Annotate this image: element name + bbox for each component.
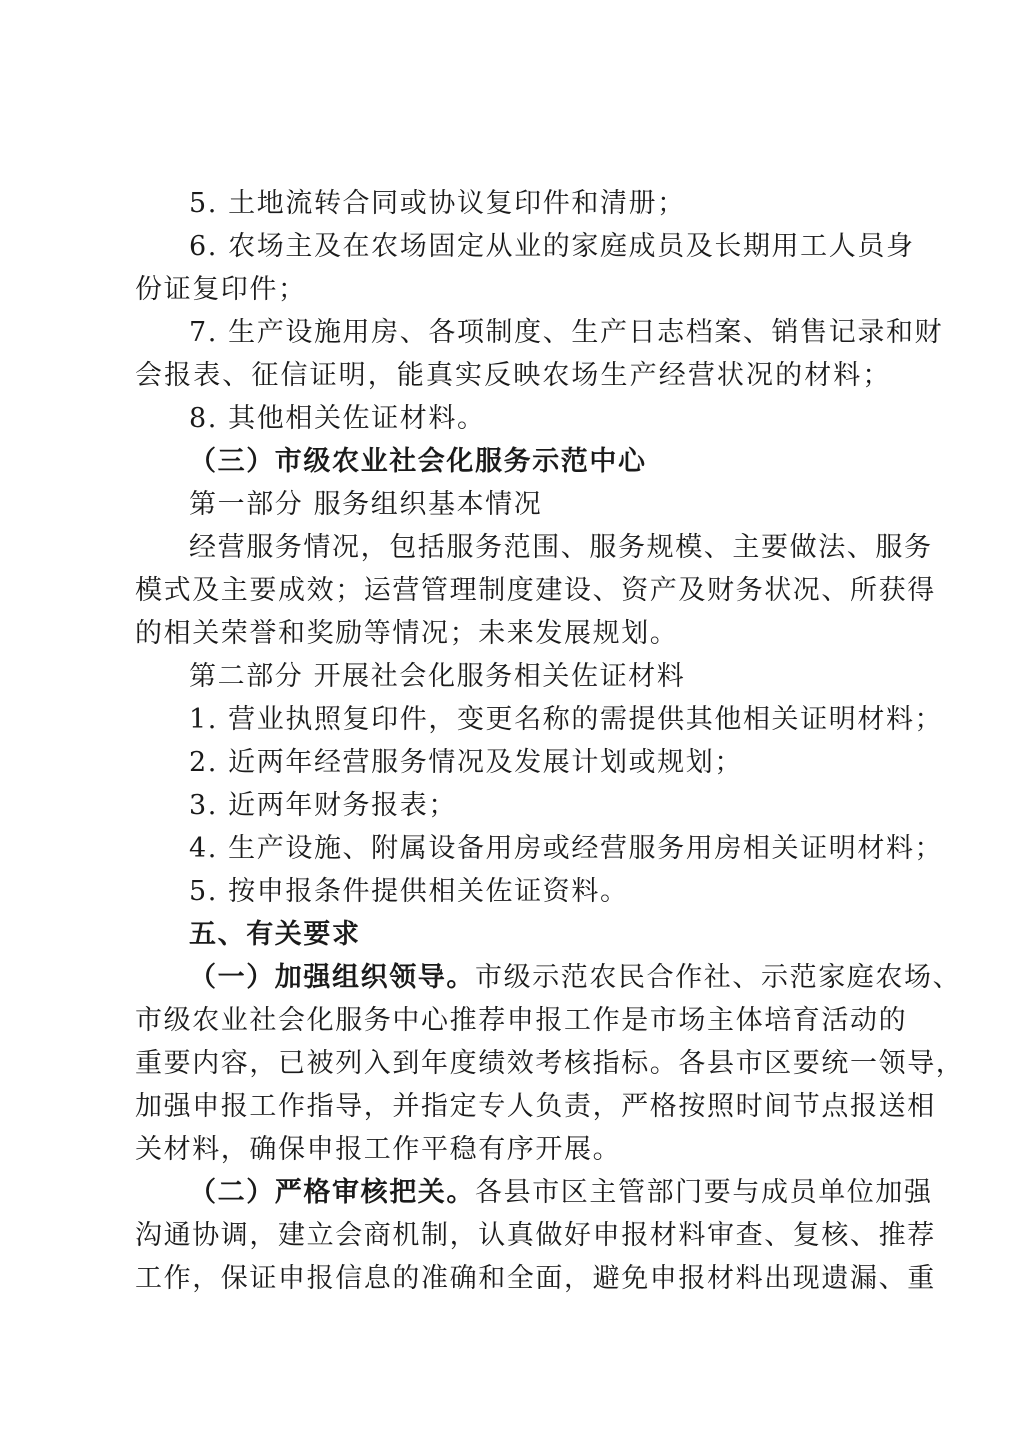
paragraph-line: 沟通协调，建立会商机制，认真做好申报材料审查、复核、推荐 <box>135 1220 936 1251</box>
paragraph-line: 关材料，确保申报工作平稳有序开展。 <box>135 1134 622 1165</box>
list-item: 4. 生产设施、附属设备用房或经营服务用房相关证明材料； <box>189 833 944 864</box>
list-item: 2. 近两年经营服务情况及发展计划或规划； <box>189 747 743 778</box>
list-item: 3. 近两年财务报表； <box>189 790 457 821</box>
paragraph-line: 模式及主要成效；运营管理制度建设、资产及财务状况、所获得 <box>135 575 936 606</box>
part-heading: 第二部分 开展社会化服务相关佐证材料 <box>189 661 686 692</box>
document-page <box>135 182 965 1300</box>
requirement-heading: （一）加强组织领导。 <box>189 962 475 993</box>
paragraph-line <box>135 1171 933 1214</box>
paragraph-text: 各县市区主管部门要与成员单位加强 <box>475 1177 933 1208</box>
part-heading: 第一部分 服务组织基本情况 <box>189 489 543 520</box>
list-item: 8. 其他相关佐证材料。 <box>189 403 486 434</box>
paragraph-line: 经营服务情况，包括服务范围、服务规模、主要做法、服务 <box>189 532 933 563</box>
paragraph-line: 工作，保证申报信息的准确和全面，避免申报材料出现遗漏、重 <box>135 1263 936 1294</box>
paragraph-line: 加强申报工作指导，并指定专人负责，严格按照时间节点报送相 <box>135 1091 936 1122</box>
list-item: 5. 按申报条件提供相关佐证资料。 <box>189 876 629 907</box>
chapter-heading: 五、有关要求 <box>189 919 361 950</box>
list-item: 7. 生产设施用房、各项制度、生产日志档案、销售记录和财 <box>189 317 944 348</box>
list-item-continuation: 会报表、征信证明，能真实反映农场生产经营状况的材料； <box>135 360 891 391</box>
list-item: 5. 土地流转合同或协议复印件和清册； <box>189 188 686 219</box>
list-item-continuation: 份证复印件； <box>135 274 307 305</box>
paragraph-line: 重要内容，已被列入到年度绩效考核指标。各县市区要统一领导， <box>135 1048 965 1079</box>
paragraph-text: 市级示范农民合作社、示范家庭农场、 <box>475 962 962 993</box>
paragraph-line: 的相关荣誉和奖励等情况；未来发展规划。 <box>135 618 679 649</box>
requirement-heading: （二）严格审核把关。 <box>189 1177 475 1208</box>
paragraph-line <box>135 956 962 999</box>
list-item: 6. 农场主及在农场固定从业的家庭成员及长期用工人员身 <box>189 231 915 262</box>
list-item: 1. 营业执照复印件，变更名称的需提供其他相关证明材料； <box>189 704 944 735</box>
paragraph-line: 市级农业社会化服务中心推荐申报工作是市场主体培育活动的 <box>135 1005 908 1036</box>
section-heading: （三）市级农业社会化服务示范中心 <box>189 446 647 477</box>
